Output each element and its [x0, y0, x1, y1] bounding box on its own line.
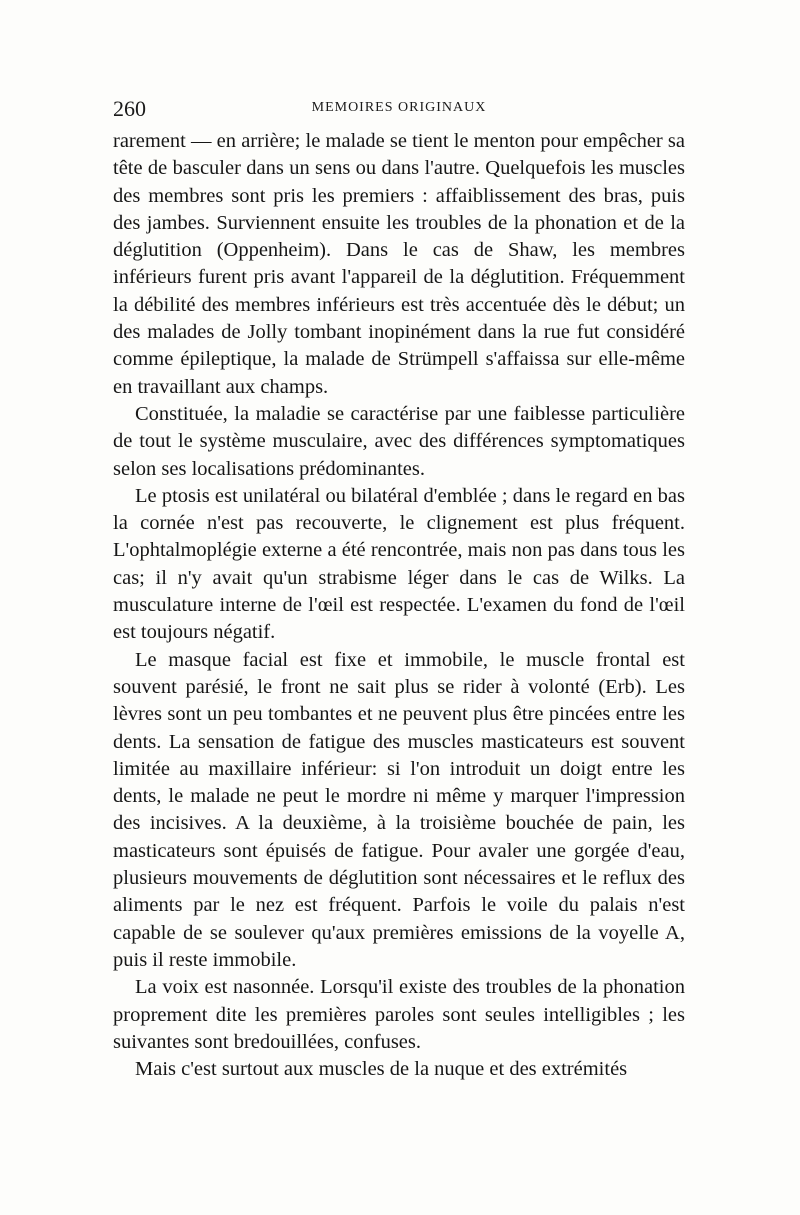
page-header	[113, 96, 685, 126]
body-text	[113, 128, 685, 1083]
paragraph-continuation: rarement — en arrière; le malade se tient le menton pour empêcher sa tête de basculer dans un sens ou dans l'autre. Quelquefois les muscles des membres sont pris les premiers : affaiblissement des bras, puis des jambes. Surviennent ensuite les troubles de la phonation et de la déglutition (Oppenheim). Dans le cas de Shaw, les membres inférieurs furent pris avant l'appareil de la déglutition. Fréquemment la débilité des membres inférieurs est très accentuée dès le début; un des malades de Jolly tombant inopinément dans la rue fut considéré comme épileptique, la malade de Strümpell s'affaissa sur elle-même en travaillant aux champs.	[113, 130, 685, 398]
paragraph: La voix est nasonnée. Lorsqu'il existe des troubles de la phonation proprement dite les premières paroles sont seules intelligibles ; les suivantes sont bredouillées, confuses.	[113, 976, 685, 1053]
paragraph: Mais c'est surtout aux muscles de la nuque et des extrémités	[135, 1058, 628, 1081]
paragraph: Constituée, la maladie se caractérise par une faiblesse particulière de tout le système musculaire, avec des différences symptomatiques selon ses localisations prédominantes.	[113, 402, 685, 480]
paragraph: Le ptosis est unilatéral ou bilatéral d'emblée ; dans le regard en bas la cornée n'est pas recouverte, le clignement est plus fréquent. L'ophtalmoplégie externe a été rencontrée, mais non pas dans tous les cas; il n'y avait qu'un strabisme léger dans le cas de Wilks. La musculature interne de l'œil est respectée. L'examen du fond de l'œil est toujours négatif.	[113, 484, 685, 644]
running-head: MEMOIRES ORIGINAUX	[311, 100, 487, 115]
page-number: 260	[113, 96, 146, 121]
paragraph: Le masque facial est fixe et immobile, le muscle frontal est souvent parésié, le front ne sait plus se rider à volonté (Erb). Les lèvres sont un peu tombantes et ne peuvent plus être pincées entre les dents. La sensation de fatigue des muscles masticateurs est souvent limitée au maxillaire inférieur: si l'on introduit un doigt entre les dents, le malade ne peut le mordre ni même y marquer l'impression des incisives. A la deuxième, à la troisième bouchée de pain, les masticateurs sont épuisés de fatigue. Pour avaler une gorgée d'eau, plusieurs mouvements de déglutition sont nécessaires et le reflux des aliments par le nez est fréquent. Parfois le voile du palais n'est capable de se soulever qu'aux premières emissions de la voyelle A, puis il reste immobile.	[113, 648, 685, 971]
